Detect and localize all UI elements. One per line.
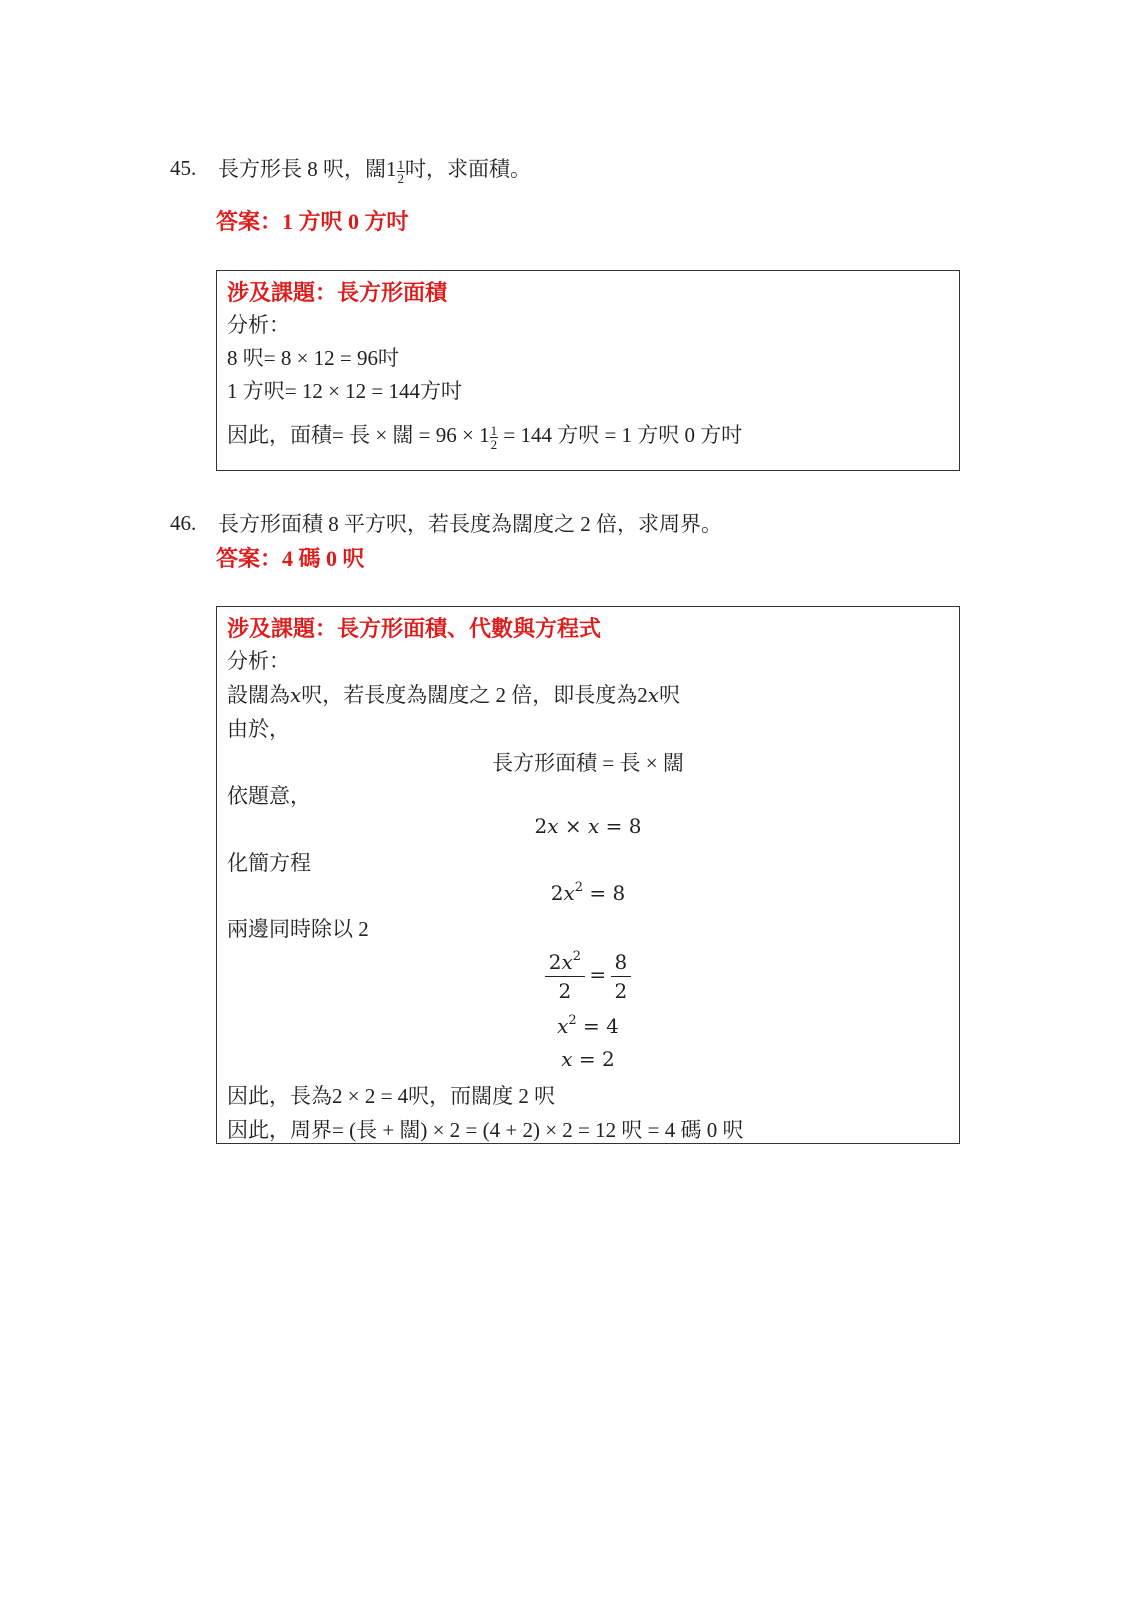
equation-2: $2x^2 = 8$ xyxy=(550,880,626,905)
equation-3: $\frac{2x^2}{2}$ = $\frac{8}{2}$ xyxy=(217,949,959,1003)
area-formula: 長方形面積 = 長 × 闊 xyxy=(492,751,684,775)
square-foot-line: 1 方呎= 12 × 12 = 144方吋 xyxy=(227,379,463,403)
question-text: 長方形面積 8 平方呎，若長度為闊度之 2 倍，求周界。 xyxy=(218,512,722,536)
topic-heading: 涉及課題：長方形面積 xyxy=(227,280,448,305)
length-line: 因此，長為2 × 2 = 4呎，而闊度 2 呎 xyxy=(227,1084,556,1108)
question-46 xyxy=(170,508,722,538)
variable-setup-line: 設闊為x呎，若長度為闊度之 2 倍，即長度為2x呎 xyxy=(227,683,681,707)
conversion-line: 8 呎= 8 × 12 = 96吋 xyxy=(227,346,400,370)
fraction: $\frac{1}{2}$ xyxy=(490,422,498,452)
fraction-left: $\frac{2x^2}{2}$ xyxy=(547,949,583,1003)
answer-45: 答案：1 方呎 0 方吋 xyxy=(216,209,409,234)
equation-1: 2x × x = 8 xyxy=(534,814,642,838)
fraction: $\frac{1}{2}$ xyxy=(397,156,404,186)
question-text: 長方形長 8 呎，闊1 $\frac{1}{2}$ 吋，求面積。 xyxy=(218,156,531,186)
simplify-label: 化簡方程 xyxy=(227,851,311,875)
perimeter-line: 因此，周界= (長 + 闊) × 2 = (4 + 2) × 2 = 12 呎 = 4 碼 0 呎 xyxy=(227,1118,744,1142)
area-result-line: 因此，面積= 長 × 闊 = 96 × 1 $\frac{1}{2}$ = 144 方呎 = 1 方呎 0 方吋 xyxy=(227,422,743,452)
question-number: 46. xyxy=(170,510,197,535)
by-question-label: 依題意， xyxy=(227,784,311,808)
question-45 xyxy=(170,153,531,185)
topic-heading: 涉及課題：長方形面積、代數與方程式 xyxy=(227,616,602,641)
equation-4: $x^2 = 4$ xyxy=(557,1013,619,1038)
equation-5: x = 2 xyxy=(561,1047,615,1071)
analysis-box-45 xyxy=(216,270,960,471)
analysis-box-46 xyxy=(216,606,960,1144)
analysis-label: 分析： xyxy=(227,313,290,337)
question-number: 45. xyxy=(170,156,197,181)
answer-46: 答案：4 碼 0 呎 xyxy=(216,546,365,571)
fraction-right: $\frac{8}{2}$ xyxy=(613,950,630,1003)
analysis-label: 分析： xyxy=(227,649,290,673)
divide-label: 兩邊同時除以 2 xyxy=(227,917,369,941)
since-label: 由於， xyxy=(227,717,290,741)
